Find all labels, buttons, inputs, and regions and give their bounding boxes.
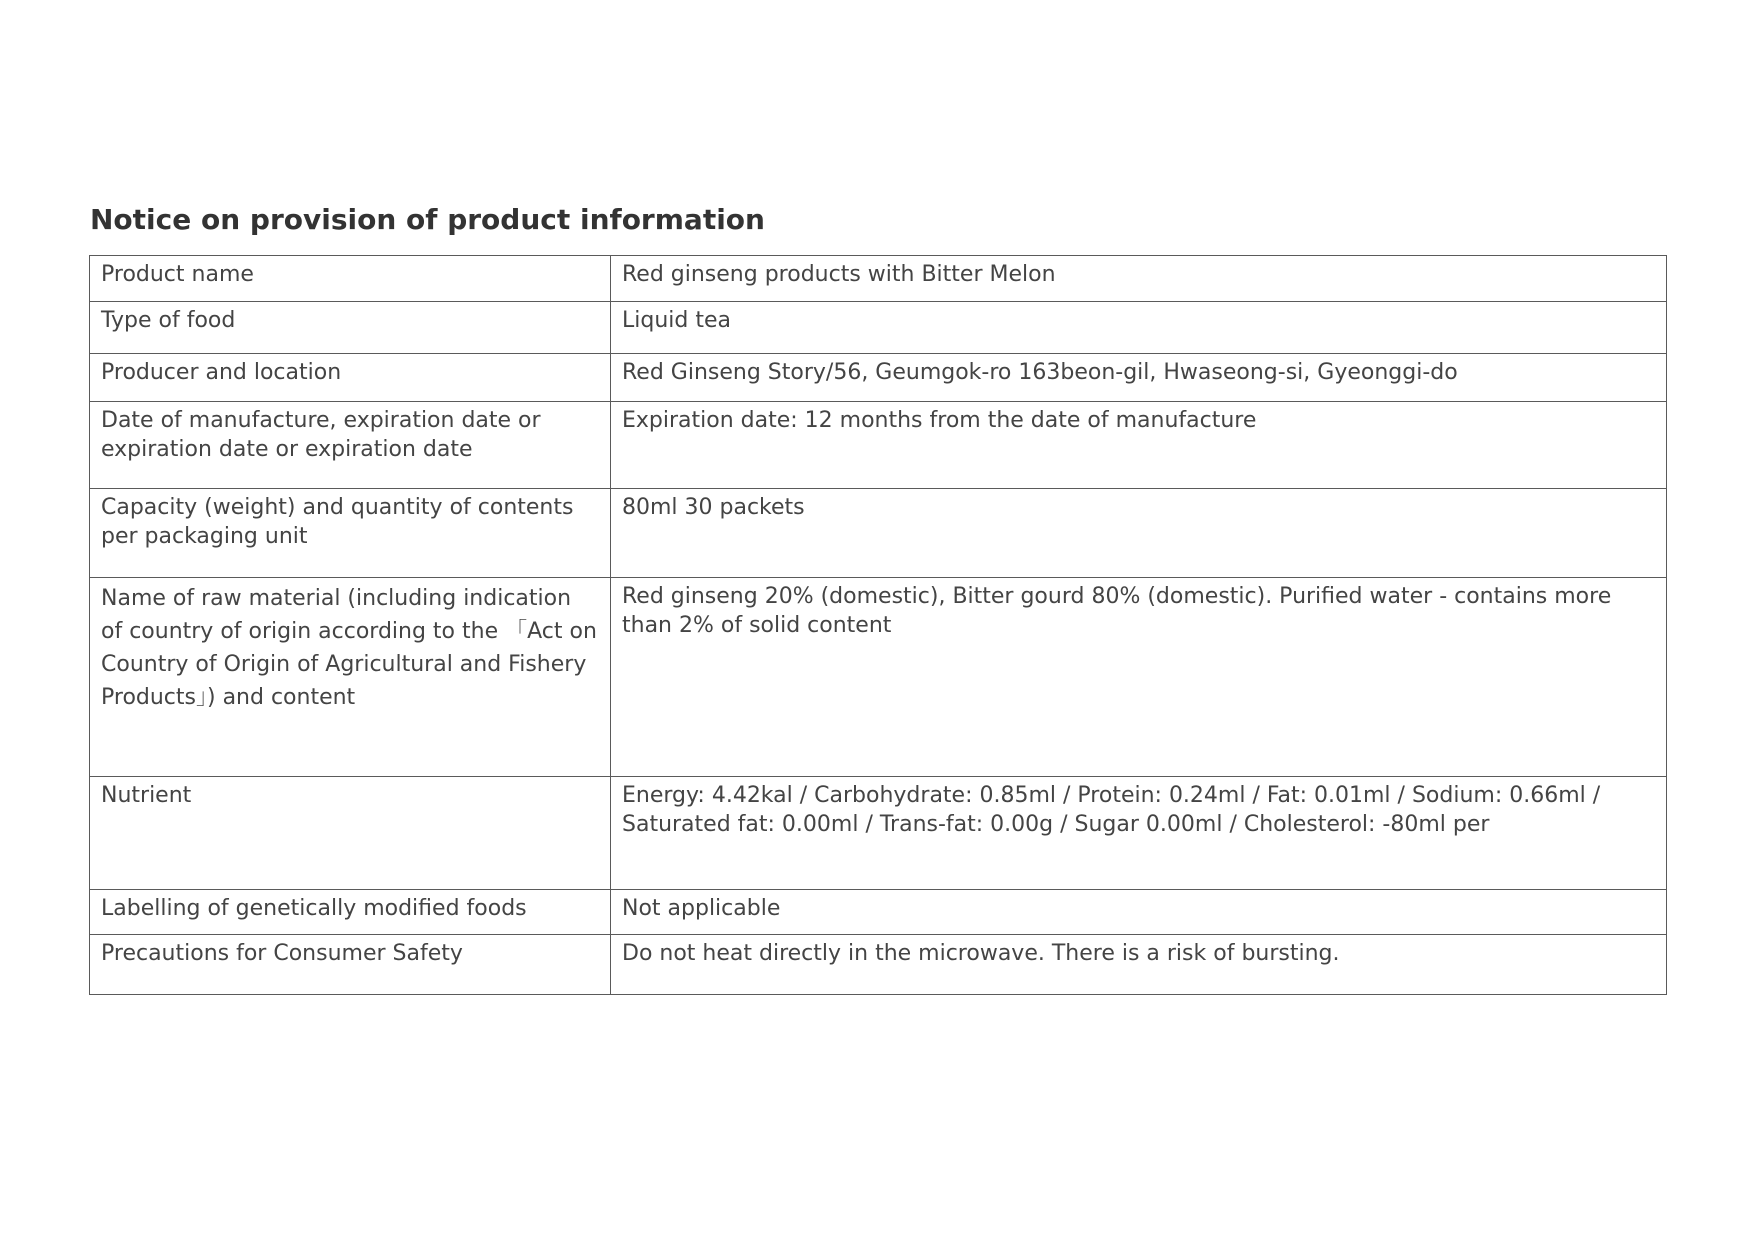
- row-value: Red ginseng products with Bitter Melon: [611, 256, 1667, 302]
- table-row: [90, 489, 1667, 578]
- table-row: [90, 302, 1667, 354]
- row-label: Date of manufacture, expiration date or expiration date or expiration date: [90, 402, 611, 489]
- product-info-table: [89, 255, 1667, 995]
- row-label: Producer and location: [90, 354, 611, 402]
- row-value: Not applicable: [611, 890, 1667, 935]
- table-row: [90, 935, 1667, 995]
- table-row: [90, 578, 1667, 777]
- row-label: Product name: [90, 256, 611, 302]
- table-row: [90, 890, 1667, 935]
- row-label: Precautions for Consumer Safety: [90, 935, 611, 995]
- table-row: [90, 256, 1667, 302]
- row-value: Red ginseng 20% (domestic), Bitter gourd 80% (domestic). Purified water - contains more than 2% of solid content: [611, 578, 1667, 777]
- table-row: [90, 354, 1667, 402]
- row-value: Liquid tea: [611, 302, 1667, 354]
- table-row: [90, 402, 1667, 489]
- row-label: Nutrient: [90, 777, 611, 890]
- row-label: Type of food: [90, 302, 611, 354]
- row-value: 80ml 30 packets: [611, 489, 1667, 578]
- row-value: Red Ginseng Story/56, Geumgok-ro 163beon-gil, Hwaseong-si, Gyeonggi-do: [611, 354, 1667, 402]
- row-value: Expiration date: 12 months from the date of manufacture: [611, 402, 1667, 489]
- row-value: Energy: 4.42kal / Carbohydrate: 0.85ml / Protein: 0.24ml / Fat: 0.01ml / Sodium: 0.66ml / Saturated fat: 0.00ml / Trans-fat: 0.00g / Sugar 0.00ml / Cholesterol: -80ml per: [611, 777, 1667, 890]
- row-label: Capacity (weight) and quantity of contents per packaging unit: [90, 489, 611, 578]
- row-value: Do not heat directly in the microwave. There is a risk of bursting.: [611, 935, 1667, 995]
- page-title: Notice on provision of product information: [90, 203, 765, 236]
- table-row: [90, 777, 1667, 890]
- row-label: Name of raw material (including indication of country of origin according to the 「Act on Country of Origin of Agricultural and Fishery Products」) and content: [90, 578, 611, 777]
- row-label: Labelling of genetically modified foods: [90, 890, 611, 935]
